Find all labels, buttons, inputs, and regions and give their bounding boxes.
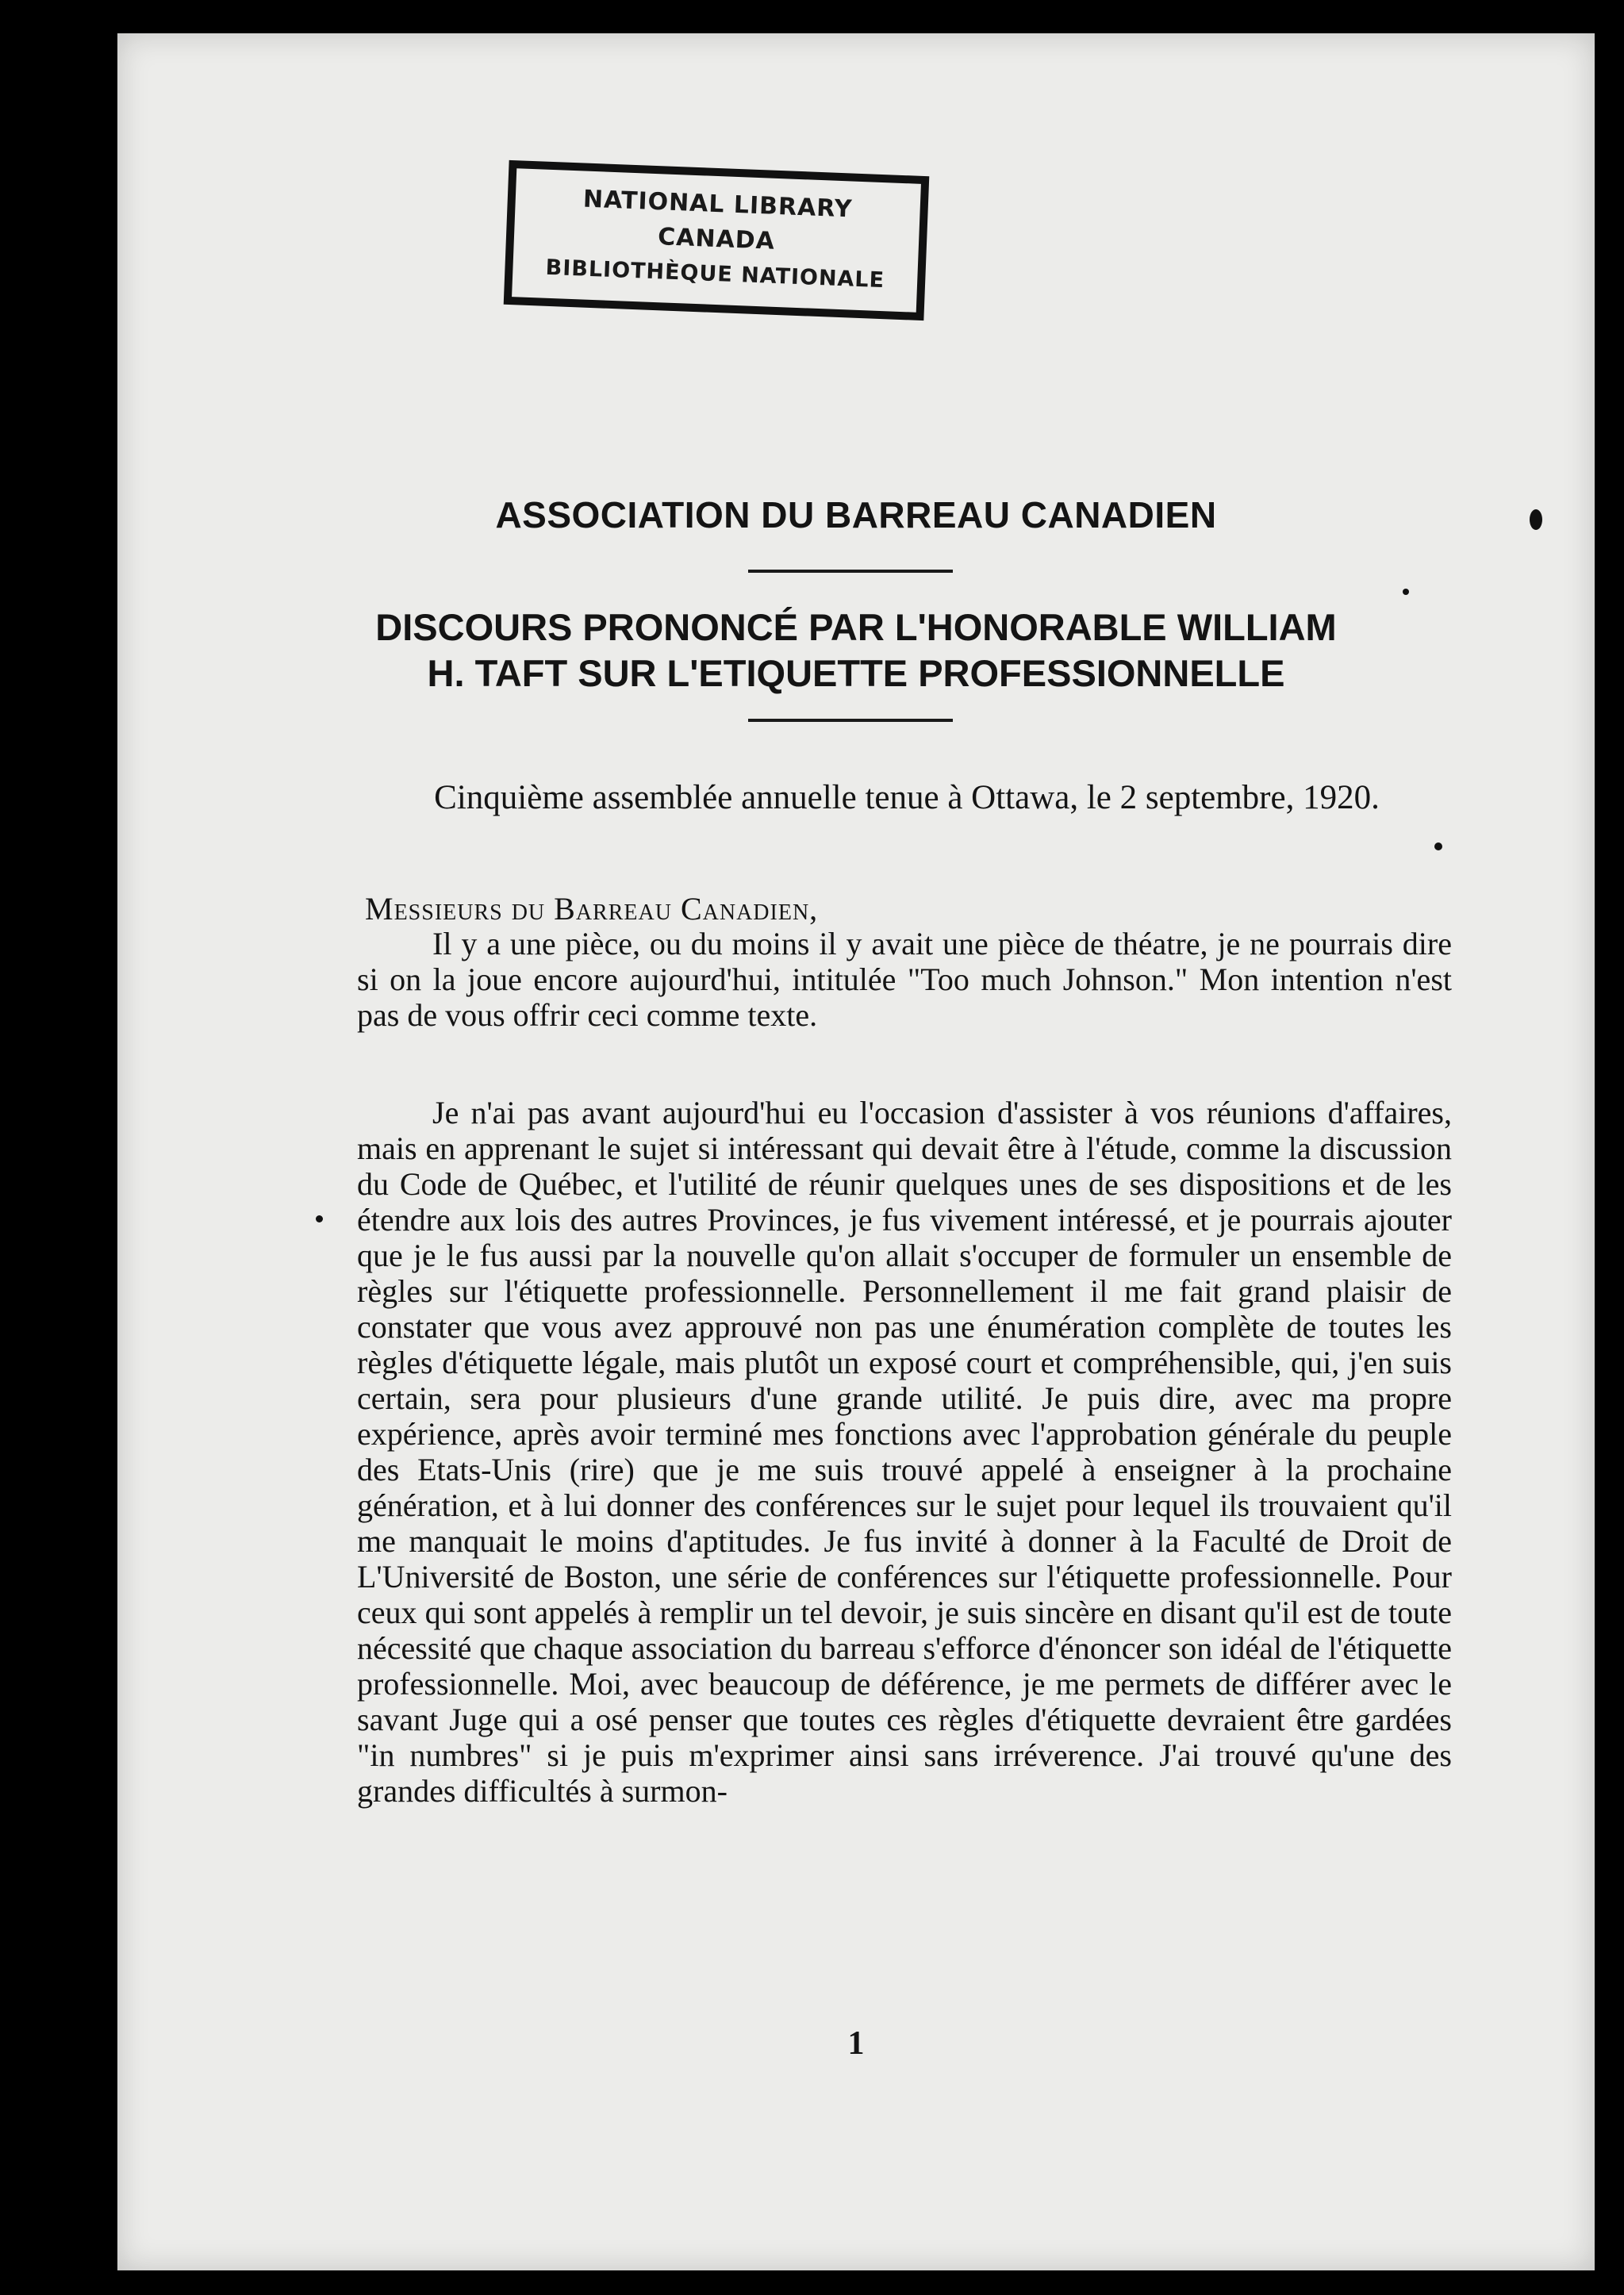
scan-speck — [1403, 589, 1409, 595]
salutation: Messieurs du Barreau Canadien, — [365, 891, 819, 927]
paragraph: Il y a une pièce, ou du moins il y avait une pièce de théatre, je ne pourrais dire si on la joue encore aujourd'hui, intitulée "Too much Johnson." Mon intention n'est pas de vous offrir ceci comme texte. — [357, 926, 1452, 1033]
stamp-line-3: BIBLIOTHÈQUE NATIONALE — [545, 255, 885, 294]
meeting-subtitle: Cinquième assemblée annuelle tenue à Ottawa, le 2 septembre, 1920. — [434, 779, 1380, 816]
stamp-line-1: NATIONAL LIBRARY — [582, 185, 854, 224]
divider-rule — [748, 719, 953, 722]
page-number: 1 — [847, 2025, 865, 2062]
scan-speck — [316, 1215, 323, 1222]
stamp-line-2: CANADA — [657, 223, 776, 255]
document-page — [117, 33, 1595, 2270]
scan-speck — [1530, 509, 1542, 530]
library-stamp — [504, 160, 930, 320]
title-line-2: H. TAFT SUR L'ETIQUETTE PROFESSIONNELLE — [427, 652, 1285, 694]
title-line-1: DISCOURS PRONONCÉ PAR L'HONORABLE WILLIAM — [375, 606, 1337, 648]
organization-heading: ASSOCIATION DU BARREAU CANADIEN — [495, 494, 1217, 535]
scan-speck — [1434, 842, 1442, 850]
paragraph: Je n'ai pas avant aujourd'hui eu l'occasion d'assister à vos réunions d'affaires, mais en apprenant le sujet si intéressant qui devait être à l'étude, comme la discussion du Code de Québec, et l'utilité de réunir quelques unes de ses dispositions et de les étendre aux lois des autres Provinces, je fus vivement intéressé, et je pourrais ajouter que je le fus aussi par la nouvelle qu'on allait s'occuper de formuler un ensemble de règles sur l'étiquette professionnelle. Personnellement il me fait grand plaisir de constater que vous avez approuvé non pas une énumération complète de toutes les règles d'étiquette légale, mais plutôt un exposé court et compréhensible, qui, j'en suis certain, sera pour plusieurs d'une grande utilité. Je puis dire, avec ma propre expérience, après avoir terminé mes fonctions avec l'approbation générale du peuple des Etats-Unis (rire) que je me suis trouvé appelé à enseigner à la prochaine génération, et à lui donner des conférences sur le sujet pour lequel ils trouvaient qu'il me manquait le moins d'aptitudes. Je fus invité à donner à la Faculté de Droit de L'Université de Boston, une série de conférences sur l'étiquette professionnelle. Pour ceux qui sont appelés à remplir un tel devoir, je suis sincère en disant qu'il est de toute nécessité que chaque association du barreau s'efforce d'énoncer son idéal de l'étiquette professionnelle. Moi, avec beaucoup de déférence, je me permets de différer avec le savant Juge qui a osé penser que toutes ces règles d'étiquette devraient être gardées "in numbres" si je puis m'exprimer ainsi sans irréverence. J'ai trouvé qu'une des grandes difficultés à surmon- — [357, 1095, 1452, 1809]
divider-rule — [748, 570, 953, 573]
document-title — [117, 604, 1595, 697]
